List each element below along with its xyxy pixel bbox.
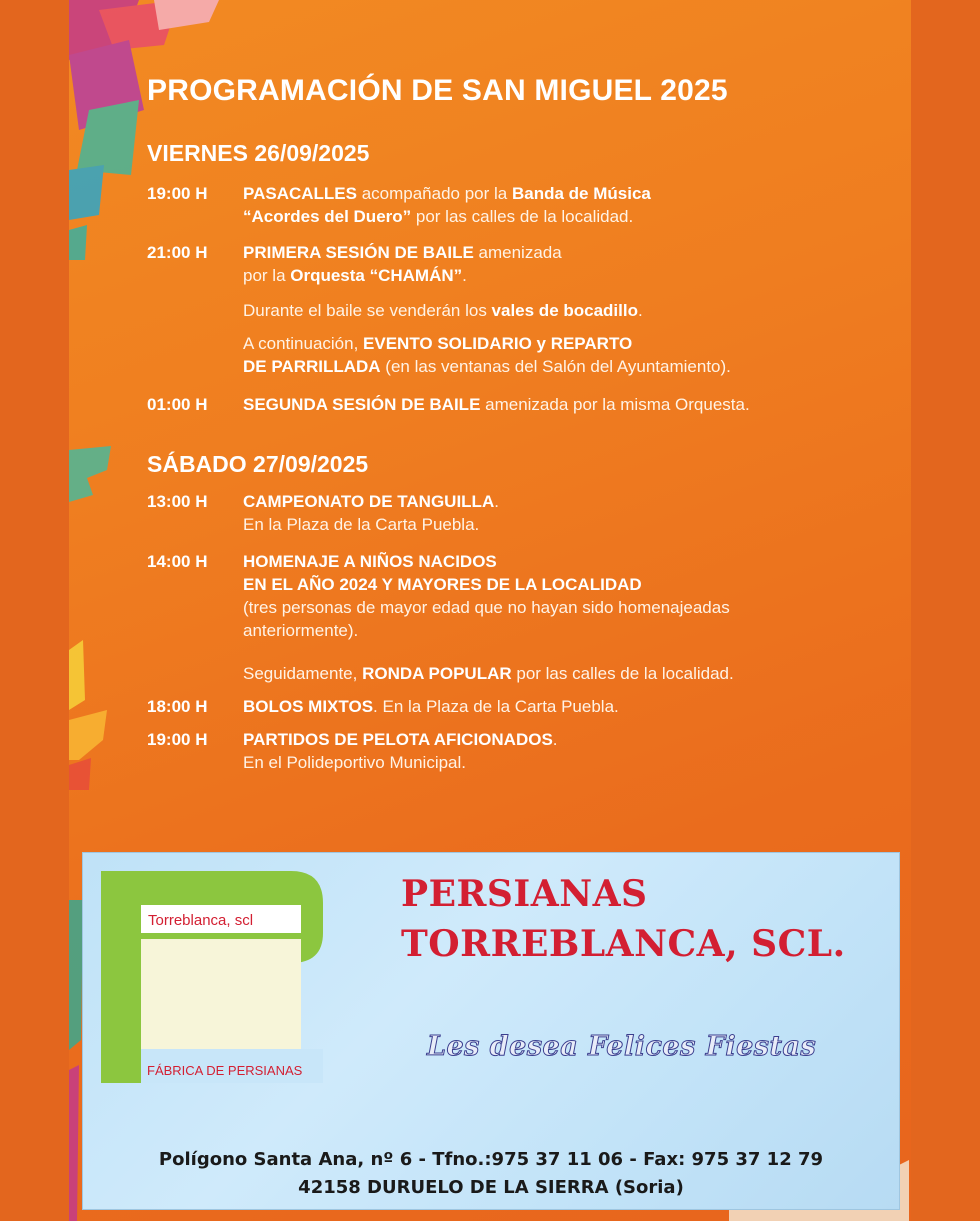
event-text: . En la Plaza de la Carta Puebla. [373,697,619,716]
day-heading-friday: VIERNES 26/09/2025 [147,140,370,166]
event-text: . [638,301,643,320]
event-description [243,241,883,287]
event-text: A continuación, [243,334,364,353]
event-text: (tres personas de mayor edad que no hayan sido homenajeadas [243,598,730,617]
event-time: 19:00 H [147,184,208,203]
event-time: 13:00 H [147,492,208,511]
day-heading-saturday: SÁBADO 27/09/2025 [147,451,369,477]
event-time: 19:00 H [147,730,208,749]
address-line: 42158 DURUELO DE LA SIERRA (Soria) [298,1177,684,1198]
greeting-text: Les desea Felices Fiestas [427,1031,817,1062]
event-text: amenizada [473,243,562,262]
event-text: En la Plaza de la Carta Puebla. [243,515,480,534]
event-title: BOLOS MIXTOS [243,697,374,716]
event-time: 01:00 H [147,395,208,414]
page-title: PROGRAMACIÓN DE SAN MIGUEL 2025 [147,74,728,107]
event-highlight: “Acordes del Duero” [243,207,412,226]
event-title: SEGUNDA SESIÓN DE BAILE [243,395,481,414]
event-text: Durante el baile se venderán los [243,301,492,320]
address-line: Polígono Santa Ana, nº 6 - Tfno.:975 37 11 06 - Fax: 975 37 12 79 [158,1149,824,1170]
event-text: . [494,492,499,511]
event-title: PASACALLES [243,184,357,203]
event-title: CAMPEONATO DE TANGUILLA [243,492,495,511]
event-text: Seguidamente, [243,664,363,683]
event-highlight: EVENTO SOLIDARIO y REPARTO [363,334,633,353]
event-text: (en las ventanas del Salón del Ayuntamiento). [380,357,731,376]
company-name-line: TORREBLANCA, SCL. [401,923,846,965]
company-logo [101,871,323,1083]
event-text: por la [243,266,291,285]
event-time: 21:00 H [147,243,208,262]
event-text: acompañado por la [356,184,512,203]
event-text: por las calles de la localidad. [411,207,634,226]
event-highlight: RONDA POPULAR [362,664,512,683]
event-highlight: DE PARRILLADA [243,357,381,376]
event-title: HOMENAJE A NIÑOS NACIDOS [243,552,497,571]
event-text: En el Polideportivo Municipal. [243,753,467,772]
event-time: 18:00 H [147,697,208,716]
event-description [243,393,883,416]
event-description [243,182,883,228]
event-highlight: vales de bocadillo [491,301,638,320]
event-title: PRIMERA SESIÓN DE BAILE [243,243,474,262]
event-description [243,728,883,774]
event-text: anteriormente). [243,621,359,640]
paint-splash-decoration [69,440,129,510]
event-text: amenizada por la misma Orquesta. [480,395,750,414]
company-name [401,869,846,969]
event-text: por las calles de la localidad. [511,664,734,683]
event-title: EN EL AÑO 2024 Y MAYORES DE LA LOCALIDAD [243,575,642,594]
event-time: 14:00 H [147,552,208,571]
company-name-line: PERSIANAS [401,873,648,915]
sponsor-advertisement [82,852,900,1210]
event-title: PARTIDOS DE PELOTA AFICIONADOS [243,730,553,749]
event-description [243,662,883,685]
event-description [243,332,883,378]
event-text: . [552,730,558,749]
paint-splash-decoration [69,640,129,790]
logo-top-text: Torreblanca, scl [148,912,254,929]
event-description [243,490,883,536]
event-description [243,695,883,718]
event-text: . [462,266,467,285]
event-description [243,299,883,322]
paint-splash-decoration [69,0,219,260]
event-highlight: Banda de Música [511,184,651,203]
logo-bottom-text: FÁBRICA DE PERSIANAS [147,1063,303,1078]
event-description [243,550,883,642]
event-highlight: Orquesta “CHAMÁN” [290,266,463,285]
